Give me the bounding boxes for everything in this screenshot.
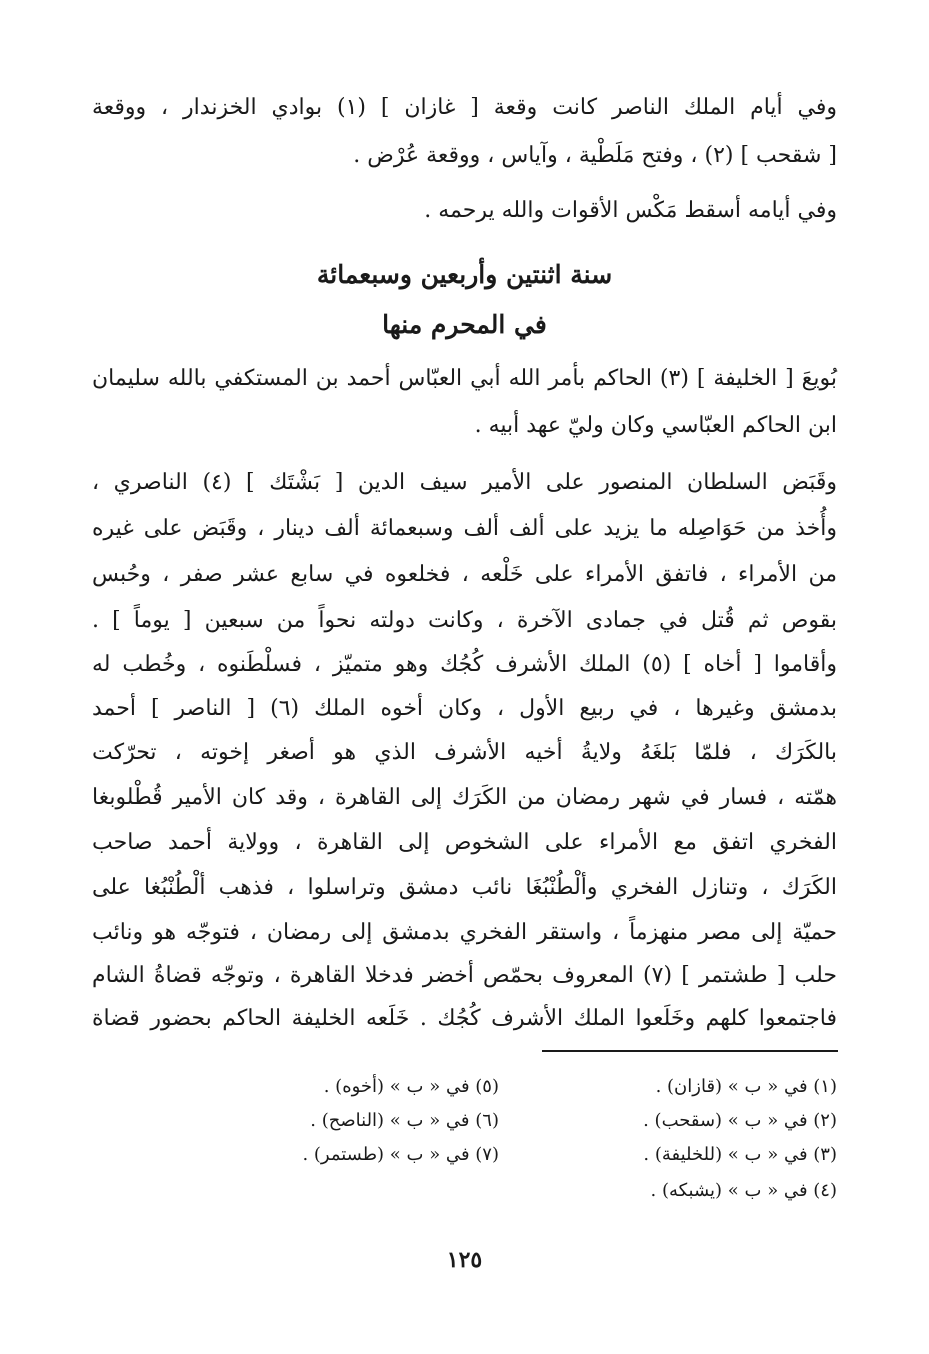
section-heading-month: في المحرم منها: [382, 310, 547, 339]
section-heading-year: سنة اثنتين وأربعين وسبعمائة: [316, 260, 613, 289]
page-number: ١٢٥: [446, 1247, 483, 1273]
intro-line-3: وفي أيامه أسقط مَكْس الأقوات والله يرحمه .: [424, 198, 837, 223]
footnote-divider: [542, 1050, 838, 1052]
para1-line-1: بُويعَ [ الخليفة ] (٣) الحاكم بأمر الله أبي العبّاس أحمد بن المستكفي بالله سليمان: [92, 366, 838, 391]
para2-line-11: حميّة إلى مصر منهزماً ، واستقر الفخري بدمشق إلى رمضان ، فتوجّه هو ونائب: [92, 920, 837, 945]
para2-line-2: وأُخذ من حَوَاصِله ما يزيد على ألف ألف وسبعمائة ألف دينار ، وقَبَض على غيره: [92, 516, 837, 541]
para2-line-9: الفخري اتفق مع الأمراء على الشخوص إلى القاهرة ، وولاية أحمد صاحب: [92, 830, 837, 855]
para2-line-7: بالكَرَك ، فلمّا بَلغَهُ ولايةُ أخيه الأشرف الذي هو أصغر إخوته ، تحرّكت: [92, 740, 837, 765]
footnote-4: (٤) في « ب » (يشبكه) .: [650, 1180, 837, 1201]
para2-line-8: همّته ، فسار في شهر رمضان من الكَرَك إلى القاهرة ، وقد كان الأمير قُطْلوبغا: [92, 785, 837, 810]
para2-line-5: وأقاموا [ أخاه ] (٥) الملك الأشرف كُجُك وهو متميّز ، فسلْطَنوه ، وخُطب له: [92, 652, 837, 677]
para2-line-12: حلب [ طشتمر ] (٧) المعروف بحمّص أخضر فدخلا القاهرة ، وتوجّه قضاةُ الشام: [92, 963, 837, 988]
footnote-6: (٦) في « ب » (الناصح) .: [310, 1110, 499, 1131]
footnote-7: (٧) في « ب » (طستمر) .: [302, 1144, 499, 1165]
footnote-1: (١) في « ب » (قازان) .: [655, 1076, 837, 1097]
para1-line-2: ابن الحاكم العبّاسي وكان وليّ عهد أبيه .: [474, 413, 837, 438]
para2-line-3: من الأمراء ، فاتفق الأمراء على خَلْعه ، فخلعوه في سابع عشر صفر ، وحُبس: [92, 562, 837, 587]
intro-line-1: وفي أيام الملك الناصر كانت وقعة [ غازان ] (١) بوادي الخزندار ، ووقعة: [92, 95, 837, 120]
footnote-2: (٢) في « ب » (سقحب) .: [643, 1110, 837, 1131]
para2-line-6: بدمشق وغيرها ، في ربيع الأول ، وكان أخوه الملك (٦) [ الناصر ] أحمد: [92, 696, 837, 721]
para2-line-10: الكَرَك ، وتنازل الفخري وألْطُنْبُغَا نائب دمشق وتراسلوا ، فذهب ألْطُنْبُغا على: [92, 875, 837, 900]
intro-line-2: [ شقحب ] (٢) ، وفتح مَلَطْية ، وآياس ، ووقعة عُرْض .: [353, 143, 837, 168]
para2-line-4: بقوص ثم قُتل في جمادى الآخرة ، وكانت دولته نحواً من سبعين [ يوماً ] .: [92, 608, 837, 633]
footnote-3: (٣) في « ب » (للخليفة) .: [643, 1144, 837, 1165]
para2-line-1: وقَبَض السلطان المنصور على الأمير سيف الدين [ بَشْتَك ] (٤) الناصري ،: [92, 470, 837, 495]
footnote-5: (٥) في « ب » (أخوه) .: [323, 1076, 499, 1097]
para2-line-13: فاجتمعوا كلهم وخَلَعوا الملك الأشرف كُجُك . خَلَعه الخليفة الحاكم بحضور قضاة: [92, 1006, 837, 1031]
